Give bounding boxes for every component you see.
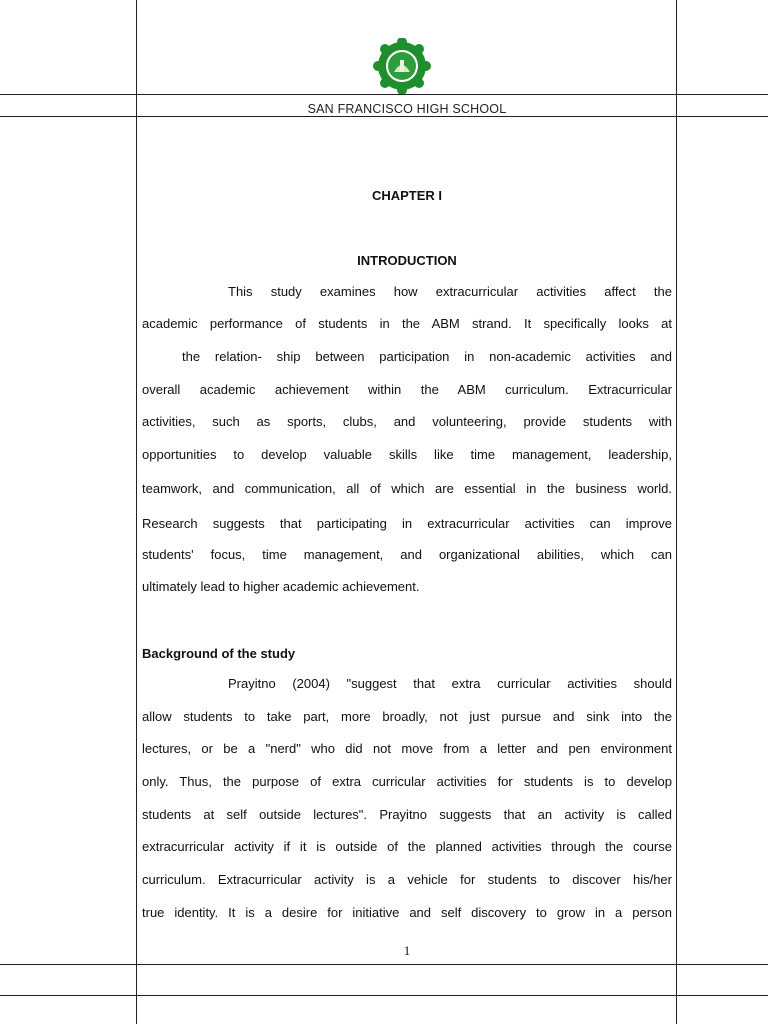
header-top-rule [0,94,768,95]
background-line: lectures, or be a "nerd" who did not move from a letter and pen environment [142,741,672,756]
right-margin-rule [676,0,677,1024]
background-line: true identity. It is a desire for initiative and self discovery to grow in a person [142,905,672,920]
school-seal-icon [372,38,432,94]
section-title: INTRODUCTION [357,253,457,268]
footer-bottom-rule [0,995,768,996]
background-line: students at self outside lectures". Prayitno suggests that an activity is called [142,807,672,822]
intro-line: Research suggests that participating in extracurricular activities can improve [142,516,672,531]
page-number: 1 [403,943,411,958]
intro-line: overall academic achievement within the ABM curriculum. Extracurricular [142,382,672,397]
background-line: extracurricular activity if it is outside of the planned activities through the course [142,839,672,854]
chapter-title: CHAPTER I [371,188,443,203]
intro-line: teamwork, and communication, all of which are essential in the business world. [142,481,672,496]
intro-line: the relation- ship between participation in non-academic activities and [182,349,672,364]
footer-top-rule [0,964,768,965]
left-margin-rule [136,0,137,1024]
intro-line: ultimately lead to higher academic achievement. [142,579,420,594]
intro-line: This study examines how extracurricular activities affect the [228,284,672,299]
background-line: only. Thus, the purpose of extra curricular activities for students is to develop [142,774,672,789]
intro-line: academic performance of students in the ABM strand. It specifically looks at [142,316,672,331]
background-heading: Background of the study [142,646,296,661]
header-bottom-rule [0,116,768,117]
background-line: curriculum. Extracurricular activity is a vehicle for students to discover his/her [142,872,672,887]
background-line: allow students to take part, more broadly, not just pursue and sink into the [142,709,672,724]
intro-line: opportunities to develop valuable skills like time management, leadership, [142,447,672,462]
background-line: Prayitno (2004) "suggest that extra curricular activities should [228,676,672,691]
school-name: SAN FRANCISCO HIGH SCHOOL [307,102,507,116]
intro-line: students' focus, time management, and organizational abilities, which can [142,547,672,562]
intro-line: activities, such as sports, clubs, and volunteering, provide students with [142,414,672,429]
